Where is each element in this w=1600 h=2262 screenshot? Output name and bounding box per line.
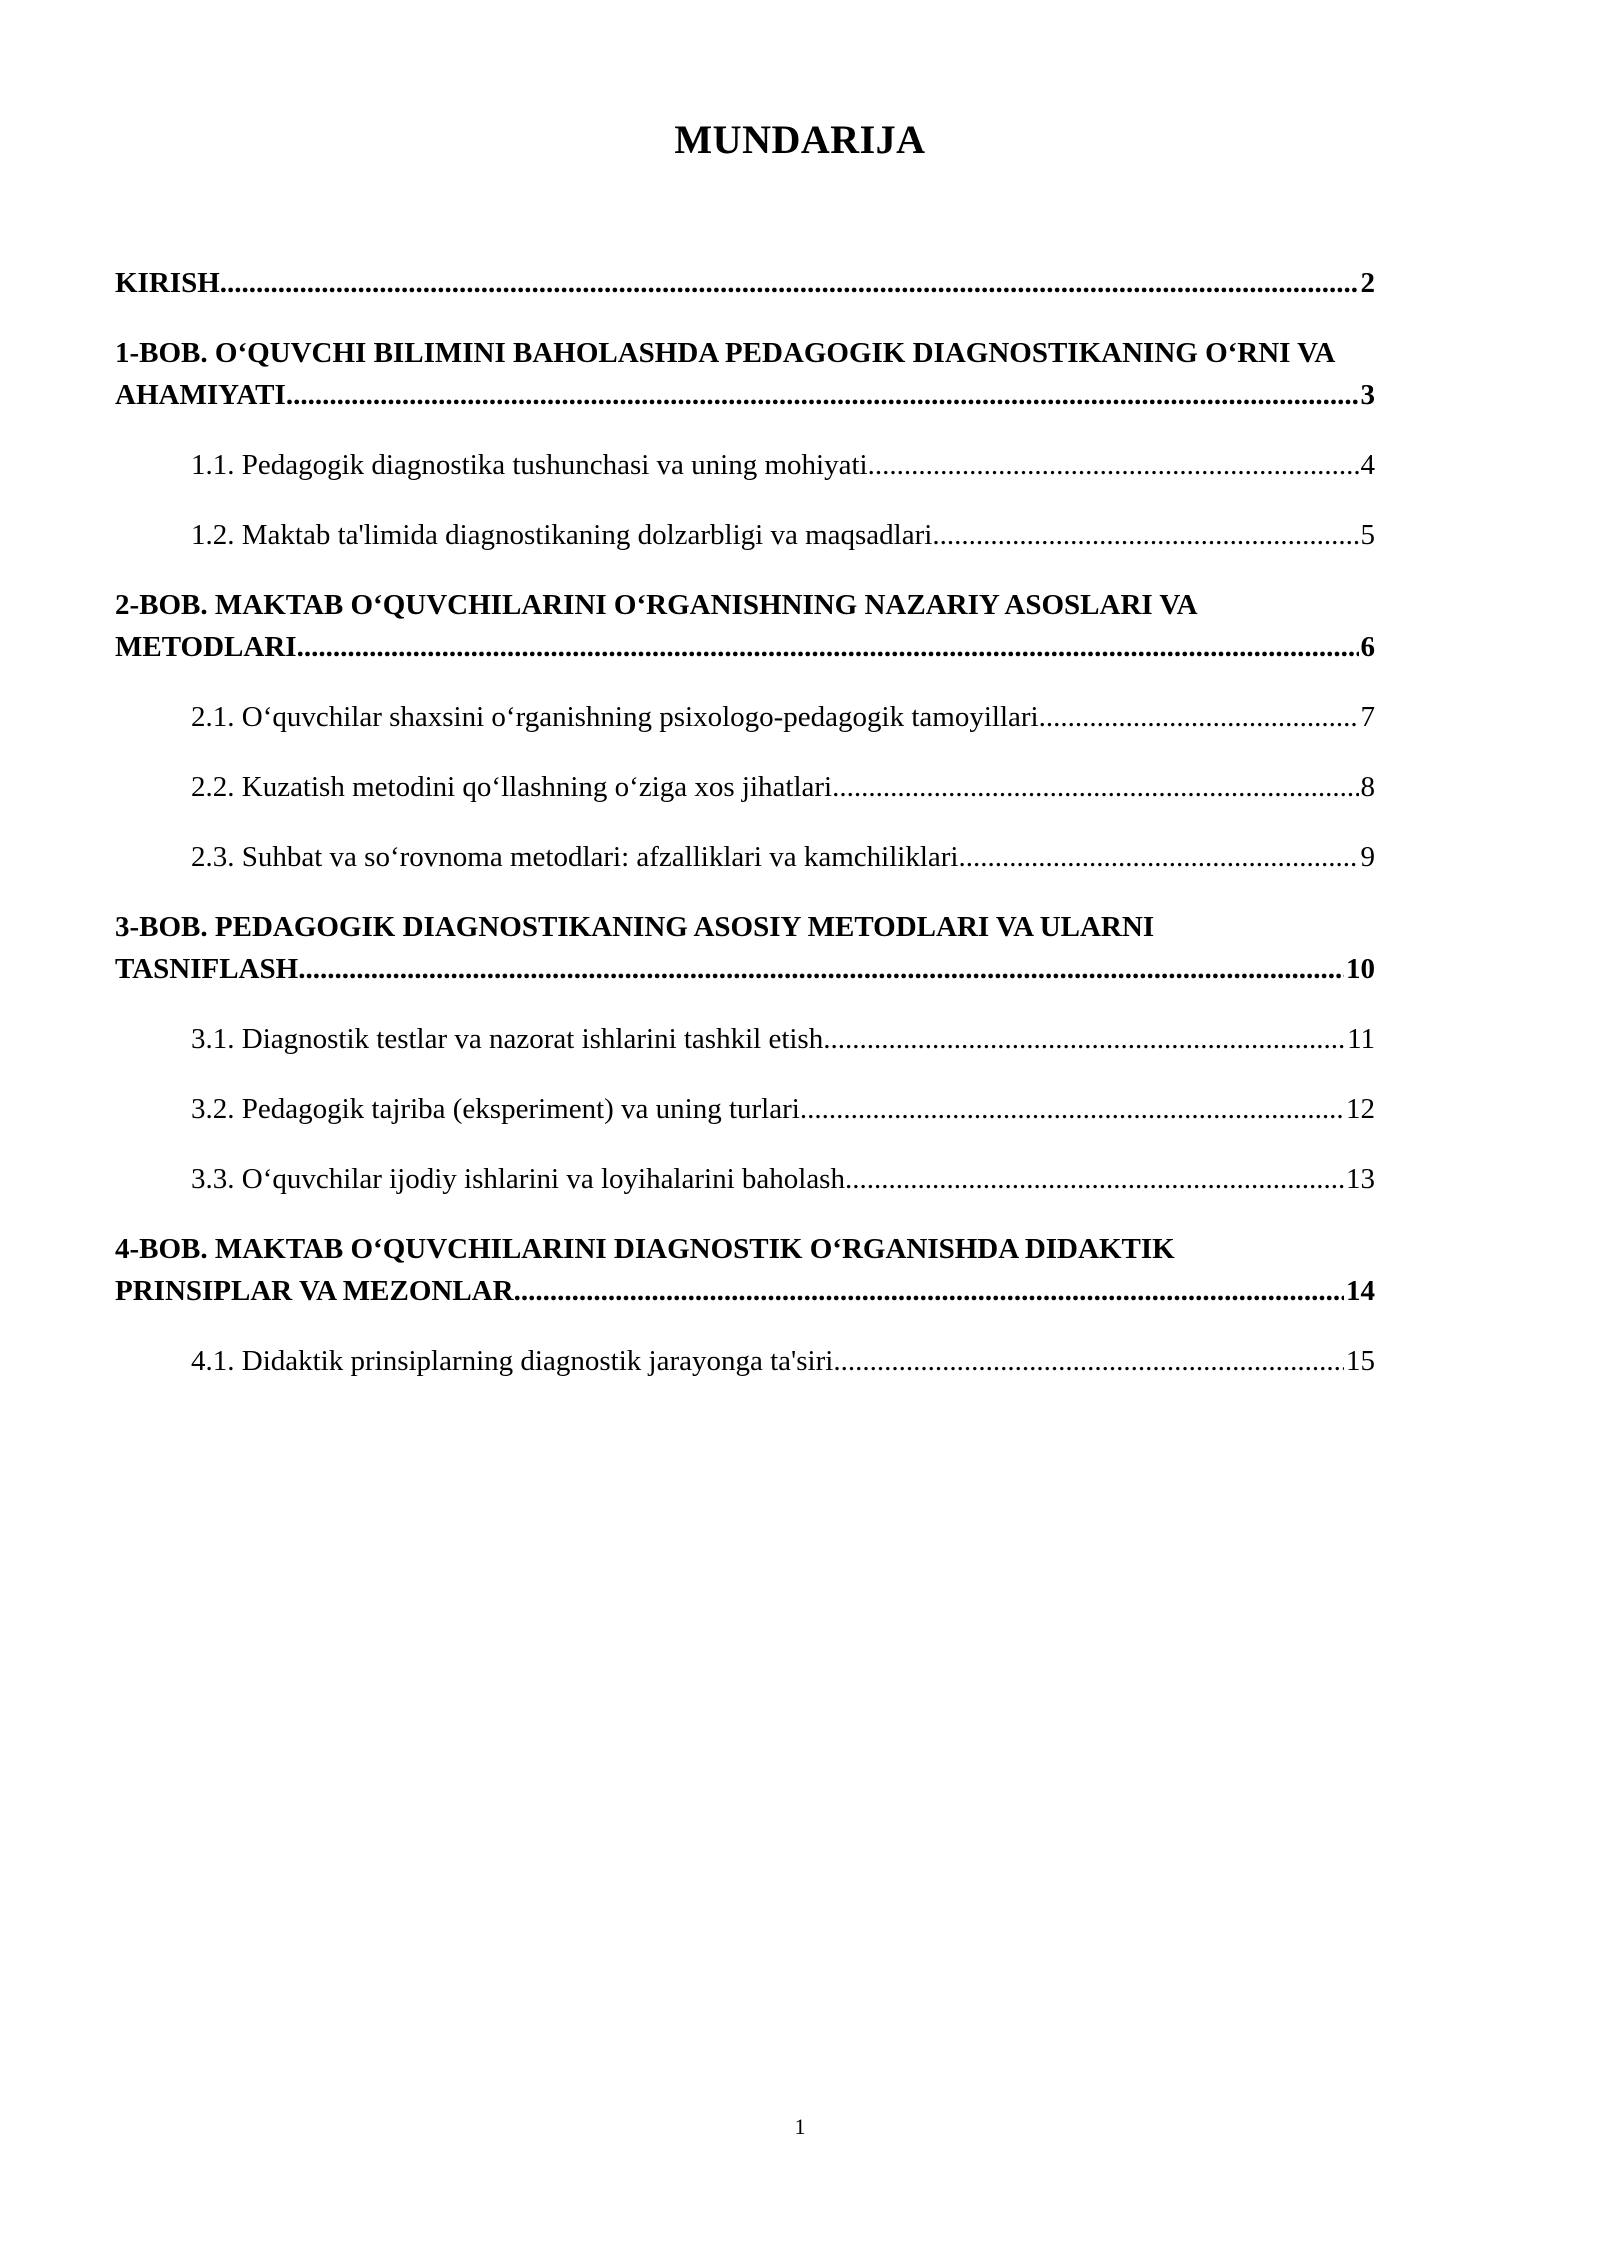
toc-entry-section-4-1[interactable] [191,1340,1375,1382]
toc-entry-chapter-3[interactable] [115,906,1375,990]
footer-page-number: 1 [794,2114,806,2139]
toc-leader-row [191,514,1375,556]
toc-page-number: 3 [1360,379,1375,411]
toc-entry-title-line2: AHAMIYATI [115,379,286,411]
toc-leader-row [115,1270,1375,1312]
toc-entry-section-3-1[interactable] [191,1018,1375,1060]
toc-page-number: 14 [1346,1275,1375,1307]
toc-page-number: 13 [1346,1163,1375,1195]
toc-entry-title: 4.1. Didaktik prinsiplarning diagnostik jarayonga ta'siri [191,1345,834,1377]
toc-entry-title: KIRISH [115,267,220,299]
dot-leader [958,836,1358,878]
toc-entry-title: 3.3. O‘quvchilar ijodiy ishlarini va loyihalarini baholash [191,1163,845,1195]
dot-leader [1039,696,1359,738]
toc-entry-title: 3.1. Diagnostik testlar va nazorat ishlarini tashkil etish [191,1023,824,1055]
toc-entry-title: 3.2. Pedagogik tajriba (eksperiment) va uning turlari [191,1093,800,1125]
toc-leader-row [115,948,1375,990]
toc-entry-section-3-2[interactable] [191,1088,1375,1130]
dot-leader [800,1088,1344,1130]
toc-leader-row [191,766,1375,808]
dot-leader [845,1158,1344,1200]
toc-page-number: 2 [1360,267,1375,299]
toc-page-number: 7 [1360,701,1375,733]
dot-leader [297,626,1359,668]
toc-page-number: 11 [1347,1023,1375,1055]
toc-entry-title-line1: 1-BOB. O‘QUVCHI BILIMINI BAHOLASHDA PEDAGOGIK DIAGNOSTIKANING O‘RNI VA [115,337,1336,369]
toc-page-number: 5 [1360,519,1375,551]
toc-page-number: 6 [1360,631,1375,663]
dot-leader [286,374,1359,416]
dot-leader [823,1018,1345,1060]
toc-page-number: 15 [1346,1345,1375,1377]
dot-leader [298,948,1344,990]
toc-entry-title: 2.1. O‘quvchilar shaxsini o‘rganishning psixologo-pedagogik tamoyillari [191,701,1039,733]
toc-leader-row [191,1158,1375,1200]
toc-entry-title-line2: METODLARI [115,631,297,663]
toc-entry-title-line1: 4-BOB. MAKTAB O‘QUVCHILARINI DIAGNOSTIK O‘RGANISHDA DIDAKTIK [115,1233,1175,1265]
dot-leader [514,1270,1344,1312]
toc-page-number: 4 [1360,449,1375,481]
toc-page-number: 10 [1346,953,1375,985]
dot-leader [932,514,1358,556]
toc-leader-row [191,696,1375,738]
toc-leader-row [191,444,1375,486]
toc-page-number: 8 [1360,771,1375,803]
toc-entry-chapter-2[interactable] [115,584,1375,668]
toc-page-number: 9 [1360,841,1375,873]
page-title: MUNDARIJA [674,117,926,162]
toc-entry-section-3-3[interactable] [191,1158,1375,1200]
toc-entry-title-line1: 3-BOB. PEDAGOGIK DIAGNOSTIKANING ASOSIY METODLARI VA ULARNI [115,911,1155,943]
toc-leader-row [115,262,1375,304]
toc-entry-section-1-2[interactable] [191,514,1375,556]
toc-entry-chapter-4[interactable] [115,1228,1375,1312]
toc-entry-section-2-3[interactable] [191,836,1375,878]
toc-entry-section-2-1[interactable] [191,696,1375,738]
toc-entry-title-line2: TASNIFLASH [115,953,299,985]
toc-page-number: 12 [1346,1093,1375,1125]
toc-entry-chapter-1[interactable] [115,332,1375,416]
toc-entry-section-1-1[interactable] [191,444,1375,486]
toc-entry-kirish[interactable] [115,262,1375,304]
toc-leader-row [115,626,1375,668]
toc-leader-row [115,374,1375,416]
dot-leader [220,262,1359,304]
toc-entry-title: 2.3. Suhbat va so‘rovnoma metodlari: afzalliklari va kamchiliklari [191,841,959,873]
toc-leader-row [191,1018,1375,1060]
toc-leader-row [191,1088,1375,1130]
toc-leader-row [191,836,1375,878]
toc-entry-section-2-2[interactable] [191,766,1375,808]
dot-leader [833,1340,1344,1382]
table-of-contents [115,262,1375,1410]
toc-entry-title: 2.2. Kuzatish metodini qo‘llashning o‘ziga xos jihatlari [191,771,833,803]
dot-leader [832,766,1358,808]
toc-entry-title-line2: PRINSIPLAR VA MEZONLAR [115,1275,514,1307]
toc-entry-title-line1: 2-BOB. MAKTAB O‘QUVCHILARINI O‘RGANISHNING NAZARIY ASOSLARI VA [115,589,1198,621]
toc-entry-title: 1.2. Maktab ta'limida diagnostikaning dolzarbligi va maqsadlari [191,519,933,551]
toc-entry-title: 1.1. Pedagogik diagnostika tushunchasi va uning mohiyati [191,449,868,481]
dot-leader [868,444,1359,486]
toc-leader-row [191,1340,1375,1382]
